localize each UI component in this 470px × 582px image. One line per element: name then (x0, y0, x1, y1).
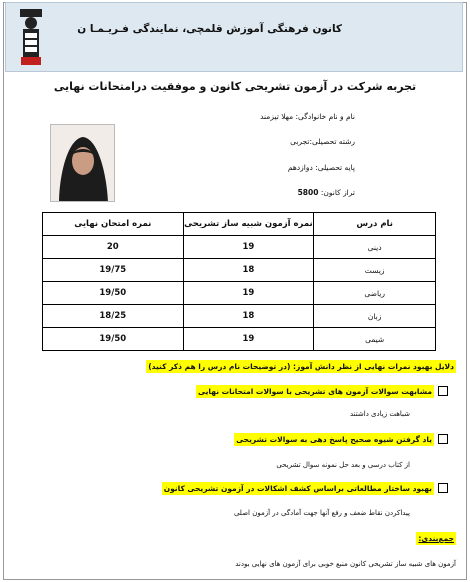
student-name: نام و نام خانوادگی: مهلا تیزمند (260, 112, 355, 121)
student-photo-image (51, 125, 115, 202)
document-header (5, 2, 463, 72)
final-score-cell: 19/50 (43, 282, 184, 305)
table-row (43, 236, 436, 259)
student-grade: پایه تحصیلی: دوازدهم (287, 163, 355, 172)
header-title: کانون فرهنگی آموزش قلمچی، نمایندگی فـریـمـا ن (77, 23, 342, 35)
subject-cell: زیست (314, 259, 436, 282)
final-score-cell: 19/75 (43, 259, 184, 282)
table-row (43, 305, 436, 328)
final-score-cell: 18/25 (43, 305, 184, 328)
reason3-label: بهبود ساختار مطالعاتی براساس کشف اشکالات در آزمون تشریحی کانون (163, 484, 432, 493)
reason1-checkbox[interactable] (438, 386, 448, 396)
final-score-cell: 20 (43, 236, 184, 259)
reason1-note: شباهت زیادی داشتند (349, 410, 410, 418)
reason3-note: پیداکردن نقاط ضعف و رفع آنها جهت آمادگی در آزمون اصلی (233, 509, 410, 517)
reason1-label: مشابهت سوالات آزمون های تشریحی با سوالات امتحانات نهایی (198, 387, 432, 396)
mock-score-cell: 18 (183, 259, 314, 282)
header-final-exam: نمره امتحان نهایی (43, 213, 184, 236)
student-score (298, 188, 355, 197)
student-photo (50, 124, 115, 202)
student-field: رشته تحصیلی:تجربی (290, 137, 355, 146)
kanoon-logo-icon (16, 7, 46, 67)
reason3-checkbox[interactable] (438, 483, 448, 493)
document-title: تجربه شرکت در آزمون تشریحی کانون و موفقیت درامتحانات نهایی (53, 80, 417, 93)
reason2-label: یاد گرفتن شیوه صحیح پاسخ دهی به سوالات تشریحی (236, 435, 432, 444)
table-row (43, 328, 436, 351)
final-score-cell: 19/50 (43, 328, 184, 351)
table-row (43, 282, 436, 305)
mock-score-cell: 19 (183, 282, 314, 305)
grades-table (42, 212, 436, 351)
reasons-heading: دلایل بهبود نمرات نهایی از نظر دانش آموز: (در توضیحات نام درس را هم ذکر کنید) (148, 362, 454, 371)
header-mock-exam: نمره آزمون شبیه ساز تشریحی (183, 213, 314, 236)
table-row (43, 259, 436, 282)
subject-cell: دینی (314, 236, 436, 259)
reason2-note: از کتاب درسی و بعد حل نمونه سوال تشریحی (276, 461, 410, 469)
mock-score-cell: 18 (183, 305, 314, 328)
subject-cell: شیمی (314, 328, 436, 351)
subject-cell: ریاضی (314, 282, 436, 305)
score-value: 5800 (297, 188, 319, 197)
header-subject: نام درس (314, 213, 436, 236)
mock-score-cell: 19 (183, 328, 314, 351)
score-label: تراز کانون: (320, 188, 355, 197)
summary-text: آزمون های شبیه ساز تشریحی کانون منبع خوبی برای آزمون های نهایی بودند (235, 560, 456, 568)
subject-cell: زبان (314, 305, 436, 328)
summary-heading: جمع‌بندی: (418, 534, 454, 543)
mock-score-cell: 19 (183, 236, 314, 259)
table-header-row (43, 213, 436, 236)
reason2-checkbox[interactable] (438, 434, 448, 444)
